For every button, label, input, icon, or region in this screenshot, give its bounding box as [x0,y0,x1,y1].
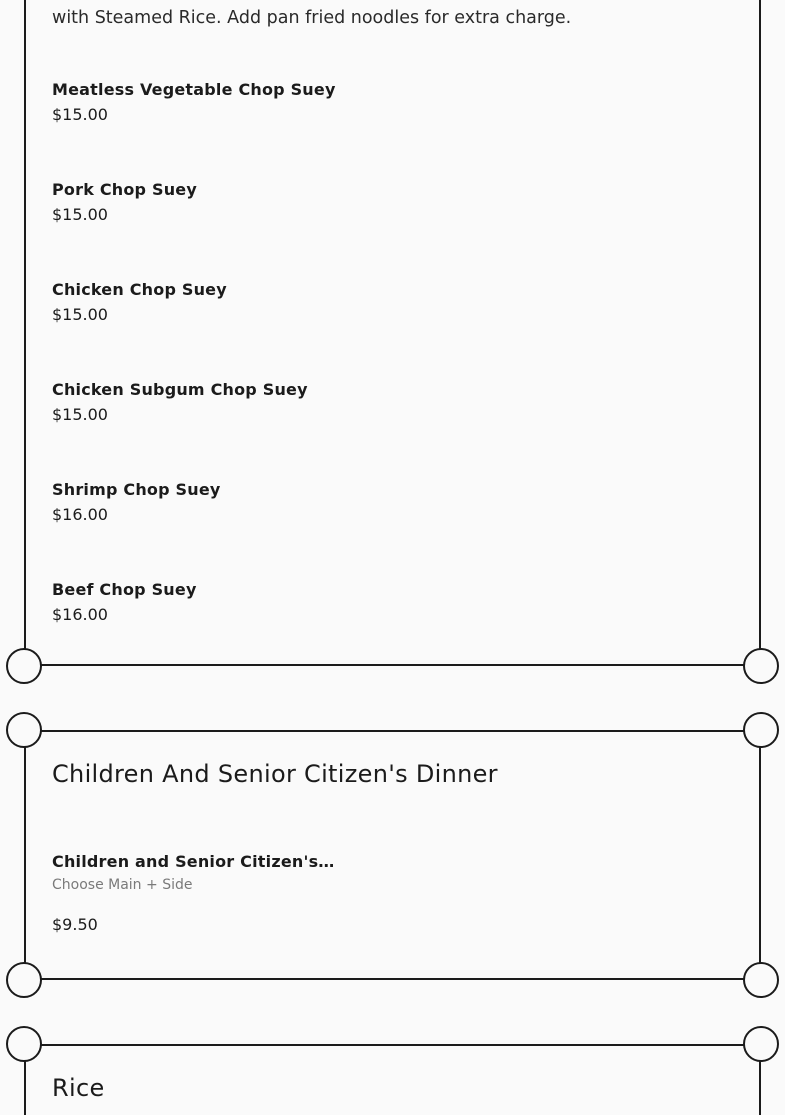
card-corner [6,962,42,998]
menu-item[interactable] [52,580,197,624]
chop-suey-section [24,0,761,666]
card-corner [6,712,42,748]
item-price: $16.00 [52,505,108,524]
item-price: $15.00 [52,405,108,424]
item-name: Beef Chop Suey [52,580,197,599]
card-corner [6,1026,42,1062]
item-name: Pork Chop Suey [52,180,197,199]
section-title: Rice [52,1074,105,1102]
card-corner [6,648,42,684]
card-corner [743,648,779,684]
card-corner [743,1026,779,1062]
menu-item[interactable] [52,852,335,934]
item-price: $16.00 [52,605,108,624]
rice-section [24,1044,761,1115]
menu-item[interactable] [52,480,221,524]
section-title: Children And Senior Citizen's Dinner [52,760,498,788]
item-price: $9.50 [52,915,98,934]
children-senior-section [24,730,761,980]
card-corner [743,712,779,748]
item-name: Children and Senior Citizen's… [52,852,335,871]
item-name: Meatless Vegetable Chop Suey [52,80,336,99]
menu-item[interactable] [52,280,227,324]
item-name: Shrimp Chop Suey [52,480,221,499]
item-description: Choose Main + Side [52,877,193,893]
menu-item[interactable] [52,380,308,424]
menu-item[interactable] [52,180,197,224]
menu-item[interactable] [52,80,336,124]
card-corner [743,962,779,998]
item-price: $15.00 [52,305,108,324]
item-name: Chicken Subgum Chop Suey [52,380,308,399]
item-price: $15.00 [52,205,108,224]
item-name: Chicken Chop Suey [52,280,227,299]
item-price: $15.00 [52,105,108,124]
section-description: with Steamed Rice. Add pan fried noodles for extra charge. [52,8,572,28]
